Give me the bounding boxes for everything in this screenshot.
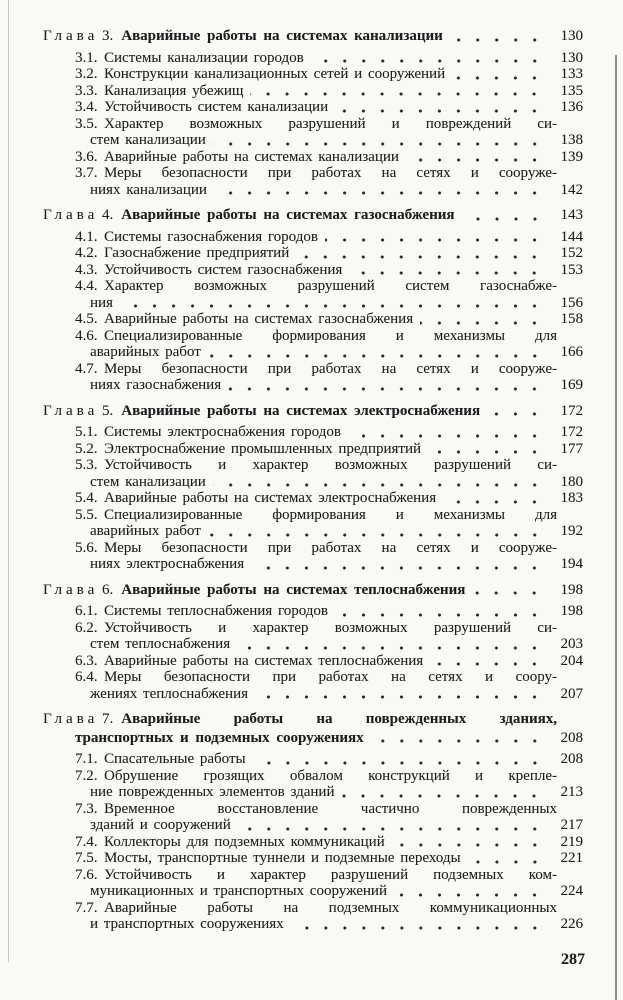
toc-entry [43, 768, 583, 785]
toc-page-number: 194 [560, 556, 583, 572]
section-number: 3.7. [75, 165, 98, 181]
section-number: 3.6. [75, 148, 98, 165]
toc-page-number: 153 [560, 261, 583, 278]
chapter-heading [43, 207, 583, 224]
section-number: 4.1. [75, 228, 98, 245]
section-number: 3.5. [75, 115, 98, 132]
section-title: Мосты, транспортные туннели и подземные переходы [104, 850, 461, 866]
dot-leader [213, 474, 549, 491]
section-number: 7.4. [75, 833, 98, 850]
toc-entry [43, 262, 583, 279]
chapter-heading [43, 582, 583, 599]
section-title: Устойчивость и характер возможных разрушений си- [104, 457, 557, 473]
toc-page-number: 172 [560, 424, 583, 440]
toc-page-number: 156 [560, 294, 583, 311]
chapter-title: Аварийные работы на системах теплоснабжения [121, 581, 466, 598]
dot-leader [311, 50, 549, 67]
dot-leader [420, 311, 549, 328]
toc-entry [43, 116, 583, 133]
dot-leader [335, 603, 549, 620]
toc-page-number: 143 [560, 207, 583, 223]
dot-leader [250, 83, 549, 100]
section-title: ниях канализации [90, 181, 207, 198]
page-edge-right [615, 55, 617, 1000]
section-title: стем канализации [90, 132, 206, 148]
dot-leader [348, 424, 549, 441]
toc-page-number: 169 [560, 377, 583, 393]
toc-entry [43, 751, 583, 768]
toc-entry [43, 66, 583, 83]
toc-entry [43, 424, 583, 441]
toc-entry [43, 361, 583, 378]
dot-leader [392, 834, 549, 851]
toc-entry-continuation [43, 556, 583, 573]
section-title: Временное восстановление частично поврежденных [104, 800, 557, 817]
toc-page-number: 208 [560, 729, 583, 746]
toc-page-number: 224 [560, 883, 583, 899]
chapter-word: Глава [43, 207, 99, 223]
toc-entry [43, 83, 583, 100]
toc-page-number: 130 [560, 49, 583, 66]
section-title: Устойчивость систем газоснабжения [104, 261, 343, 278]
section-title: Характер возможных разрушений и повреждений си- [104, 115, 557, 132]
section-number: 3.1. [75, 49, 98, 66]
section-title: Меры безопасности при работах на сетях и сооруже- [104, 360, 557, 377]
dot-leader [450, 28, 549, 45]
toc-entry [43, 850, 583, 867]
section-title: Конструкции канализационных сетей и сооружений [104, 66, 446, 82]
toc-page-number: 135 [560, 82, 583, 99]
section-number: 7.5. [75, 850, 98, 866]
section-title: Системы электроснабжения городов [104, 424, 341, 440]
section-title: Аварийные работы на системах канализации [104, 148, 399, 165]
toc-entry [43, 801, 583, 818]
dot-leader [452, 66, 549, 83]
chapter-heading [43, 711, 583, 728]
section-title: ние поврежденных элементов зданий [90, 784, 335, 800]
dot-leader [325, 229, 549, 246]
section-title: Меры безопасности при работах на сетях и соору- [104, 669, 557, 685]
dot-leader [120, 295, 549, 312]
toc-page-number: 208 [560, 751, 583, 767]
dot-leader [255, 686, 549, 703]
toc-entry [43, 900, 583, 917]
dot-leader [472, 582, 549, 599]
toc-entry-continuation [43, 817, 583, 834]
section-title: Устойчивость и характер разрушений подземных ком- [104, 866, 557, 883]
dot-leader [428, 441, 549, 458]
toc-page-number: 217 [560, 817, 583, 833]
section-title: Обрушение грозящих обвалом конструкций и крепле- [104, 767, 557, 784]
toc-entry-continuation [43, 883, 583, 900]
dot-leader [341, 784, 549, 801]
chapter-word: Глава [43, 28, 99, 44]
toc-entry [43, 834, 583, 851]
toc-entry [43, 245, 583, 262]
toc-page-number: 172 [560, 402, 583, 419]
section-title: жениях теплоснабжения [90, 685, 249, 702]
toc-page-number: 198 [560, 603, 583, 619]
section-title: Характер возможных разрушений систем газоснабже- [104, 278, 557, 294]
dot-leader [208, 344, 549, 361]
section-title: Аварийные работы на системах газоснабжения [104, 311, 414, 327]
chapter-title: Аварийные работы на системах электроснабжения [121, 402, 481, 419]
section-number: 4.6. [75, 327, 98, 344]
toc-page-number: 152 [560, 245, 583, 261]
toc-entry-continuation [43, 916, 583, 933]
toc-page-number: 207 [560, 685, 583, 702]
chapter-heading-continuation [43, 730, 583, 747]
dot-leader [291, 916, 549, 933]
toc-entry-continuation [43, 636, 583, 653]
dot-leader [349, 262, 549, 279]
section-title: Системы теплоснабжения городов [104, 603, 329, 619]
section-title: и транспортных сооружениях [90, 916, 284, 932]
section-title: Аварийные работы на системах электроснабжения [104, 490, 437, 506]
page-edge-left [8, 0, 9, 962]
toc-entry-continuation [43, 344, 583, 361]
toc-page-number: 133 [560, 66, 583, 82]
section-title: муникационных и транспортных сооружений [90, 883, 387, 899]
chapter-word: Глава [43, 581, 99, 598]
chapter-word: Глава [43, 711, 99, 727]
dot-leader [213, 132, 549, 149]
section-title: Электроснабжение промышленных предприятий [104, 440, 422, 457]
section-number: 5.4. [75, 490, 98, 506]
toc-entry-continuation [43, 784, 583, 801]
section-title: Спасательные работы [104, 751, 246, 767]
chapter-label: Глава 4. [43, 207, 114, 223]
toc-page-number: 139 [560, 148, 583, 165]
dot-leader [394, 883, 549, 900]
toc-entry [43, 50, 583, 67]
section-number: 5.3. [75, 457, 98, 473]
dot-leader [251, 556, 549, 573]
section-title: ния [90, 294, 113, 311]
section-number: 7.1. [75, 751, 98, 767]
section-number: 7.2. [75, 767, 98, 784]
page-number: 287 [561, 951, 585, 968]
section-number: 3.2. [75, 66, 98, 82]
toc-page-number: 180 [560, 473, 583, 490]
dot-leader [238, 817, 549, 834]
dot-leader [487, 403, 549, 420]
section-title: Меры безопасности при работах на сетях и сооруже- [104, 165, 557, 181]
dot-leader [335, 99, 549, 116]
toc-entry-continuation [43, 182, 583, 199]
toc-page-number: 138 [560, 132, 583, 148]
toc-entry-continuation [43, 377, 583, 394]
chapter-heading [43, 28, 583, 45]
toc-entry-continuation [43, 132, 583, 149]
toc-entry-continuation [43, 686, 583, 703]
toc-entry [43, 278, 583, 295]
toc-page-number: 177 [560, 440, 583, 457]
section-number: 6.4. [75, 669, 98, 685]
chapter-label: Глава 5. [43, 402, 114, 419]
chapter-title: Аварийные работы на поврежденных зданиях, [121, 711, 557, 727]
section-number: 7.6. [75, 866, 98, 883]
dot-leader [253, 751, 549, 768]
toc-page-number: 144 [560, 228, 583, 245]
dot-leader [406, 149, 549, 166]
section-number: 5.2. [75, 440, 98, 457]
toc-entry-continuation [43, 474, 583, 491]
section-title: ниях газоснабжения [90, 377, 222, 393]
section-title: Аварийные работы на подземных коммуникационных [104, 899, 557, 916]
dot-leader [228, 377, 549, 394]
section-number: 6.1. [75, 603, 98, 619]
chapter-label: Глава 7. [43, 711, 114, 727]
section-number: 7.3. [75, 800, 98, 817]
section-title: Коллекторы для подземных коммуникаций [104, 833, 385, 850]
section-number: 4.2. [75, 245, 98, 261]
dot-leader [462, 207, 550, 224]
section-title: Специализированные формирования и механизмы для [104, 506, 557, 523]
toc-entry-continuation [43, 295, 583, 312]
section-title: Специализированные формирования и механизмы для [104, 327, 557, 344]
section-number: 4.7. [75, 360, 98, 377]
section-title: ниях электроснабжения [90, 556, 245, 572]
section-number: 5.6. [75, 539, 98, 556]
toc-page-number: 219 [560, 833, 583, 850]
section-title: Меры безопасности при работах на сетях и сооруже- [104, 539, 557, 556]
section-number: 6.3. [75, 652, 98, 669]
toc-page-number: 192 [560, 523, 583, 539]
chapter-title: Аварийные работы на системах газоснабжения [121, 207, 455, 223]
section-number: 4.4. [75, 278, 98, 294]
table-of-contents [43, 28, 583, 933]
section-number: 3.4. [75, 99, 98, 115]
section-title: Аварийные работы на системах теплоснабжения [104, 652, 424, 669]
toc-page-number: 221 [560, 850, 583, 866]
toc-page-number: 213 [560, 784, 583, 800]
toc-page-number: 142 [560, 181, 583, 198]
toc-page-number: 130 [560, 28, 583, 44]
toc-entry [43, 311, 583, 328]
toc-entry [43, 229, 583, 246]
toc-entry [43, 328, 583, 345]
toc-entry [43, 653, 583, 670]
chapter-label: Глава 3. [43, 28, 114, 44]
section-title: Системы канализации городов [104, 49, 304, 66]
section-title: зданий и сооружений [90, 817, 231, 833]
section-title: аварийных работ [90, 523, 201, 539]
chapter-label: Глава 6. [43, 581, 114, 598]
dot-leader [208, 523, 549, 540]
toc-entry [43, 867, 583, 884]
chapter-title: Аварийные работы на системах канализации [121, 28, 443, 44]
toc-entry [43, 490, 583, 507]
toc-entry [43, 441, 583, 458]
dot-leader [214, 182, 549, 199]
section-title: стем канализации [90, 473, 206, 490]
section-number: 4.3. [75, 261, 98, 278]
toc-page-number: 166 [560, 344, 583, 360]
toc-entry [43, 165, 583, 182]
dot-leader [430, 653, 549, 670]
toc-entry [43, 540, 583, 557]
dot-leader [237, 636, 549, 653]
dot-leader [468, 850, 549, 867]
toc-page-number: 136 [560, 99, 583, 115]
section-number: 5.1. [75, 424, 98, 440]
toc-entry [43, 457, 583, 474]
dot-leader [371, 730, 549, 747]
dot-leader [443, 490, 549, 507]
toc-page-number: 158 [560, 311, 583, 327]
chapter-word: Глава [43, 402, 99, 419]
toc-page-number: 183 [560, 490, 583, 506]
section-number: 5.5. [75, 506, 98, 523]
toc-entry-continuation [43, 523, 583, 540]
toc-page-number: 204 [560, 652, 583, 669]
toc-page-number: 203 [560, 636, 583, 652]
toc-entry [43, 620, 583, 637]
section-number: 4.5. [75, 311, 98, 327]
section-title: Канализация убежищ [104, 82, 244, 99]
toc-entry [43, 99, 583, 116]
toc-entry [43, 669, 583, 686]
dot-leader [296, 245, 549, 262]
section-title: Газоснабжение предприятий [104, 245, 290, 261]
toc-page-number: 198 [560, 581, 583, 598]
toc-entry [43, 603, 583, 620]
toc-entry [43, 507, 583, 524]
section-title: аварийных работ [90, 344, 201, 360]
toc-page-number: 226 [560, 916, 583, 932]
section-number: 6.2. [75, 619, 98, 636]
section-number: 3.3. [75, 82, 98, 99]
section-title: стем теплоснабжения [90, 636, 231, 652]
section-number: 7.7. [75, 899, 98, 916]
section-title: Системы газоснабжения городов [104, 228, 318, 245]
section-title: Устойчивость и характер возможных разрушений си- [104, 619, 557, 636]
section-title: Устойчивость систем канализации [104, 99, 329, 115]
chapter-heading [43, 403, 583, 420]
chapter-title: транспортных и подземных сооружениях [75, 729, 364, 746]
toc-entry [43, 149, 583, 166]
